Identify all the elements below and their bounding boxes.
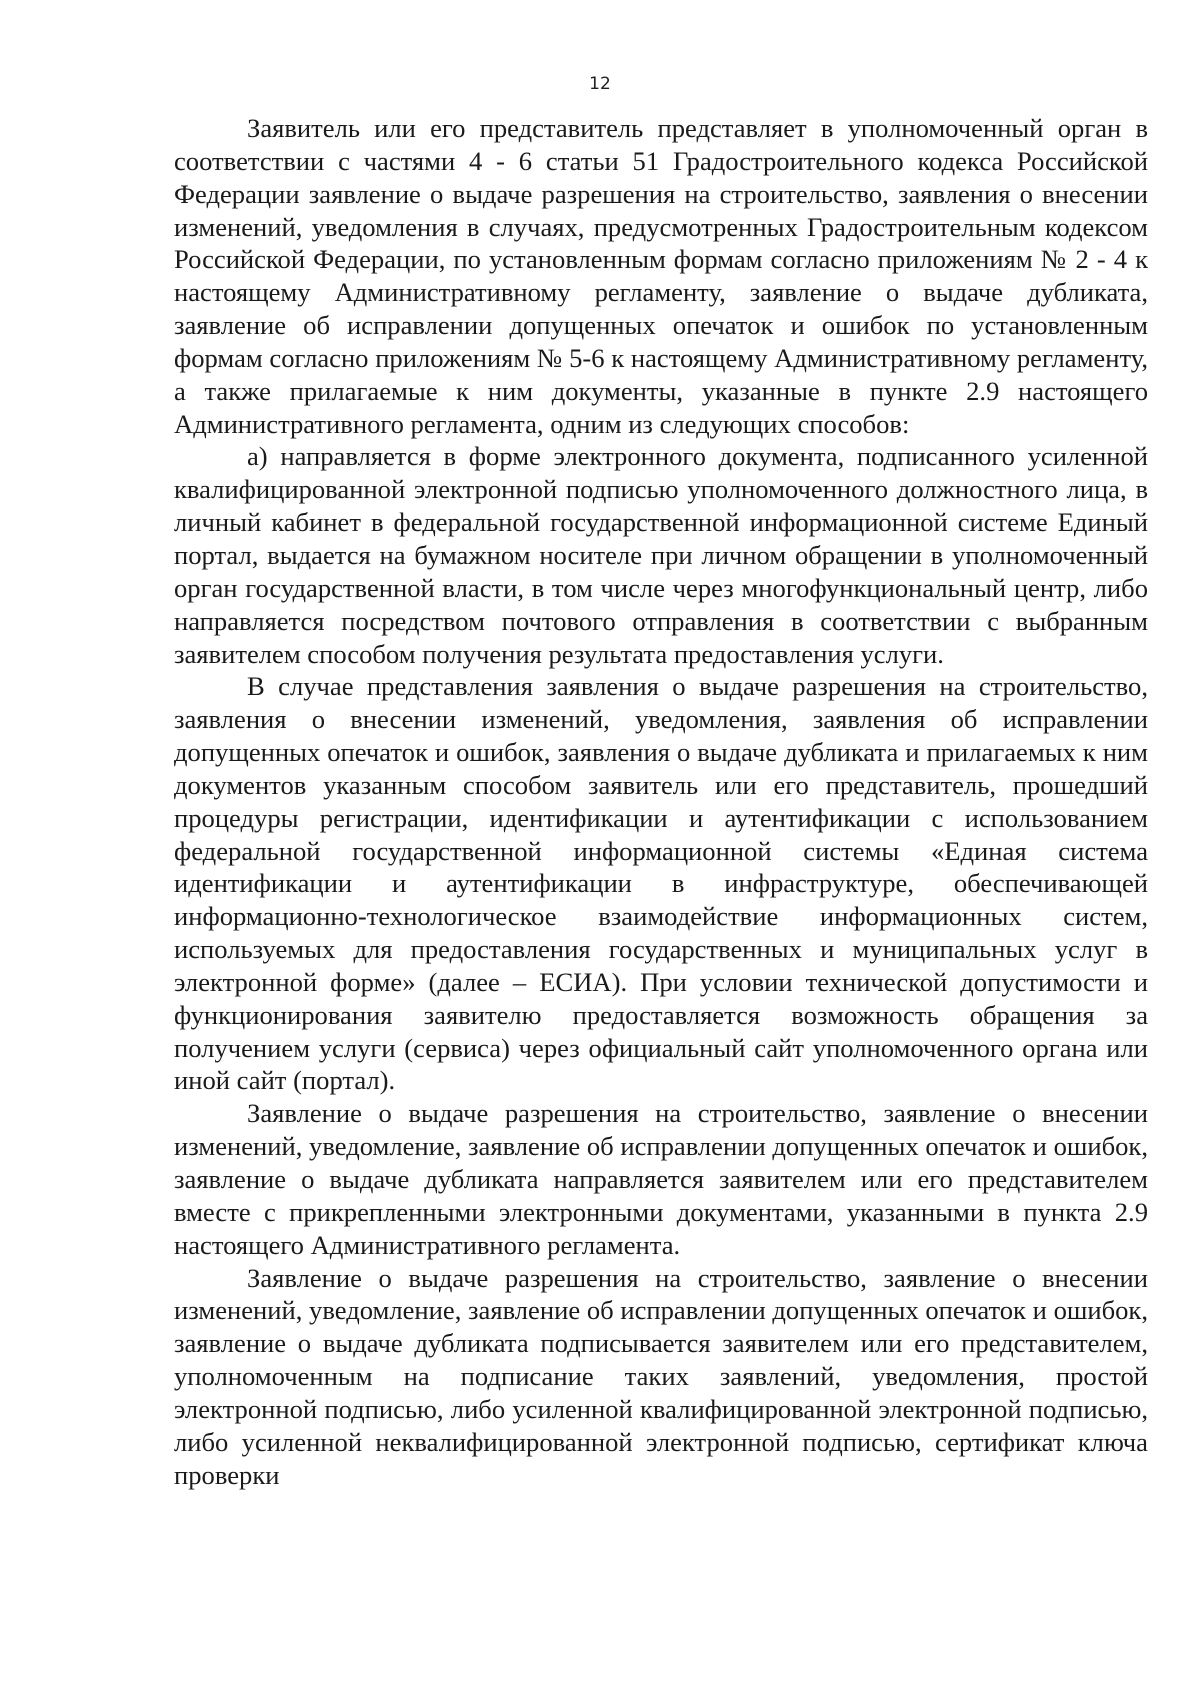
paragraph-signature: Заявление о выдаче разрешения на строительство, заявление о внесении изменений, уведомление, заявление об исправлении допущенных опечаток и ошибок, заявление о выдаче дубликата подписывается заявителем или его представителем, уполномоченным на подписание таких заявлений, уведомления, простой электронной подписью, либо усиленной квалифицированной электронной подписью, либо усиленной неквалифицированной электронной подписью, сертификат ключа проверки	[174, 1262, 1148, 1490]
paragraph-esia: В случае представления заявления о выдаче разрешения на строительство, заявления о внесении изменений, уведомления, заявления об исправлении допущенных опечаток и ошибок, заявления о выдаче дубликата и прилагаемых к ним документов указанным способом заявитель или его представитель, прошедший процедуры регистрации, идентификации и аутентификации с использованием федеральной государственной информационной системы «Единая система идентификации и аутентификации в инфраструктуре, обеспечивающей информационно-технологическое взаимодействие информационных систем, используемых для предоставления государственных и муниципальных услуг в электронной форме» (далее – ЕСИА). При условии технической допустимости и функционирования заявителю предоставляется возможность обращения за получением услуги (сервиса) через официальный сайт уполномоченного органа или иной сайт (портал).	[174, 671, 1148, 1096]
paragraph-application-submission: Заявитель или его представитель представляет в уполномоченный орган в соответствии с частями 4 - 6 статьи 51 Градостроительного кодекса Российской Федерации заявление о выдаче разрешения на строительство, заявления о внесении изменений, уведомления в случаях, предусмотренных Градостроительным кодексом Российской Федерации, по установленным формам согласно приложениям № 2 - 4 к настоящему Административному регламенту, заявление о выдаче дубликата, заявление об исправлении допущенных опечаток и ошибок по установленным формам согласно приложениям № 5-6 к настоящему Административному регламенту, а также прилагаемые к ним документы, указанные в пункте 2.9 настоящего Административного регламента, одним из следующих способов:	[174, 113, 1148, 439]
document-body	[174, 112, 1148, 1491]
paragraph-electronic-document: а) направляется в форме электронного документа, подписанного усиленной квалифицированной электронной подписью уполномоченного должностного лица, в личный кабинет в федеральной государственной информационной системе Единый портал, выдается на бумажном носителе при личном обращении в уполномоченный орган государственной власти, в том числе через многофункциональный центр, либо направляется посредством почтового отправления в соответствии с выбранным заявителем способом получения результата предоставления услуги.	[174, 441, 1148, 669]
page-number: 12	[589, 74, 611, 94]
paragraph-attachments: Заявление о выдаче разрешения на строительство, заявление о внесении изменений, уведомление, заявление об исправлении допущенных опечаток и ошибок, заявление о выдаче дубликата направляется заявителем или его представителем вместе с прикрепленными электронными документами, указанными в пункта 2.9 настоящего Административного регламента.	[174, 1098, 1148, 1260]
